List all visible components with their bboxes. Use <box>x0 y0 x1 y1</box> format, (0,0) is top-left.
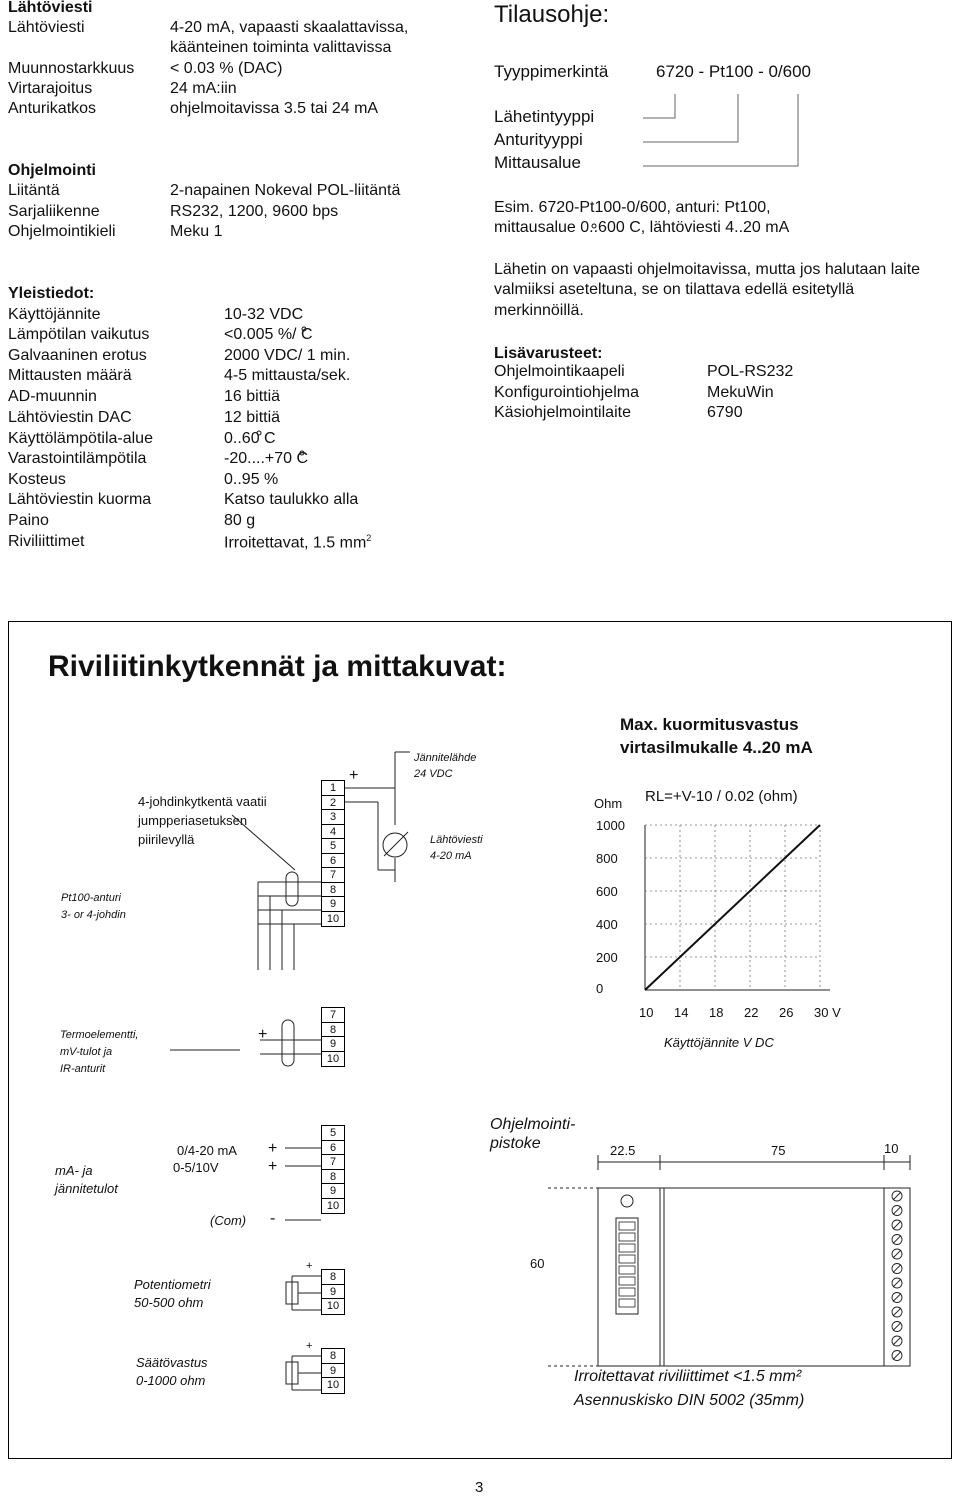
plus-sign: + <box>268 1140 278 1157</box>
terminal: 10 <box>326 1300 340 1312</box>
input-label: 50-500 ohm <box>134 1295 204 1310</box>
spec-value: Meku 1 <box>170 223 223 240</box>
x-axis-label: Käyttöjännite V DC <box>664 1035 774 1050</box>
spec-label: Kosteus <box>8 471 66 488</box>
input-label: IR-anturit <box>60 1063 106 1075</box>
spec-value: 2-napainen Nokeval POL-liitäntä <box>170 182 401 199</box>
spec-value: 24 mA:iin <box>170 80 237 97</box>
terminal: 1 <box>322 781 344 796</box>
spec-label: Muunnostarkkuus <box>8 60 135 77</box>
wiring-note: piirilevyllä <box>138 832 195 847</box>
dimension-note: Asennuskisko DIN 5002 (35mm) <box>574 1392 805 1409</box>
type-code: 6720 - Pt100 - 0/600 <box>656 62 812 81</box>
y-tick-label: 0 <box>596 981 604 996</box>
load-chart-title: virtasilmukalle 4..20 mA <box>620 738 813 757</box>
screw-slot <box>893 1352 901 1360</box>
page-number: 3 <box>475 1479 484 1496</box>
dimension-label: 60 <box>530 1256 545 1271</box>
dimension-label: 75 <box>771 1143 786 1158</box>
terminal: 4 <box>322 825 344 840</box>
screw-slot <box>893 1323 901 1331</box>
terminal: 8 <box>322 1349 344 1364</box>
plus-sign: + <box>349 767 359 784</box>
terminal: 8 <box>322 1023 344 1038</box>
order-field: Mittausalue <box>494 153 581 172</box>
plus-sign: + <box>306 1340 313 1352</box>
terminal: 5 <box>322 839 344 854</box>
terminal: 3 <box>322 810 344 825</box>
terminal: 2 <box>322 796 344 811</box>
range-label: 0-5/10V <box>173 1160 219 1175</box>
output-label: Lähtöviesti <box>430 834 483 846</box>
spec-label: Liitäntä <box>8 182 60 199</box>
screw-slot <box>893 1279 901 1287</box>
terminal: 10 <box>326 912 340 925</box>
terminal: 7 <box>322 1155 344 1170</box>
screw-slot <box>893 1265 901 1273</box>
y-tick-label: 800 <box>596 851 618 866</box>
spec-value: 4-20 mA, vapaasti skaalattavissa, <box>170 19 409 36</box>
sensor-label: 3- or 4-johdin <box>61 909 126 921</box>
spec-value: 16 bittiä <box>224 388 281 405</box>
x-tick-label: 26 <box>779 1005 794 1020</box>
input-label: mA- ja <box>55 1163 93 1178</box>
y-tick-label: 200 <box>596 950 618 965</box>
spec-value: 0..95 % <box>224 471 279 488</box>
x-tick-label: 10 <box>639 1005 654 1020</box>
plus-sign: + <box>258 1026 268 1043</box>
terminal-spec-text: Irroitettavat, 1.5 mm <box>224 534 367 552</box>
spec-label: Anturikatkos <box>8 100 97 117</box>
output-label: 4-20 mA <box>430 850 472 862</box>
dimension-label: 22.5 <box>610 1143 636 1158</box>
order-note-line: merkinnöillä. <box>494 302 584 319</box>
terminal: 9 <box>322 1285 344 1300</box>
spec-label: Lähtöviestin DAC <box>8 409 132 426</box>
wiring-note: jumpperiasetuksen <box>138 813 248 828</box>
order-field: Lähetintyyppi <box>494 107 595 126</box>
output-section-title: Lähtöviesti <box>8 0 93 16</box>
screw-slot <box>893 1236 901 1244</box>
y-tick-label: 600 <box>596 884 618 899</box>
accessories-title: Lisävarusteet: <box>494 345 603 362</box>
screw-slot <box>893 1250 901 1258</box>
wiring-note: 4-johdinkytkentä vaatii <box>138 794 267 809</box>
terminal: 9 <box>322 1364 344 1379</box>
spec-label: Lähtöviestin kuorma <box>8 491 152 508</box>
terminal: 9 <box>322 1037 344 1052</box>
spec-label: Galvaaninen erotus <box>8 347 147 364</box>
input-label: jännitetulot <box>55 1181 118 1196</box>
accessory-value: POL-RS232 <box>707 363 794 380</box>
spec-value: 80 g <box>224 512 256 529</box>
spec-label: Riviliittimet <box>8 533 85 550</box>
prog-connector-label: Ohjelmointi- <box>490 1116 576 1133</box>
spec-value: 12 bittiä <box>224 409 281 426</box>
plus-sign: + <box>268 1158 278 1175</box>
spec-label: Sarjaliikenne <box>8 203 100 220</box>
terminal: 10 <box>326 1379 340 1391</box>
accessory-label: Konfigurointiohjelma <box>494 384 639 401</box>
terminal: 8 <box>322 1270 344 1285</box>
accessory-label: Käsiohjelmointilaite <box>494 404 631 421</box>
x-tick-label: 22 <box>744 1005 759 1020</box>
screw-slot <box>893 1192 901 1200</box>
screw-slot <box>893 1221 901 1229</box>
prog-socket-icon <box>621 1195 633 1207</box>
spec-label: Lähtöviesti <box>8 19 85 36</box>
terminal: 9 <box>322 1184 344 1199</box>
terminal: 6 <box>322 854 344 869</box>
spec-value: 4-5 mittausta/sek. <box>224 367 351 384</box>
spec-value: 2000 VDC/ 1 min. <box>224 347 351 364</box>
spec-label: AD-muunnin <box>8 388 97 405</box>
type-label: Tyyppimerkintä <box>494 62 609 81</box>
x-tick-label: 18 <box>709 1005 724 1020</box>
range-label: 0/4-20 mA <box>177 1143 237 1158</box>
spec-label: Paino <box>8 512 49 529</box>
y-tick-label: 400 <box>596 917 618 932</box>
plus-sign: + <box>306 1260 313 1272</box>
spec-label: Varastointilämpötila <box>8 450 147 467</box>
module-side-view <box>660 1188 884 1366</box>
diagram-title: Riviliitinkytkennät ja mittakuvat: <box>48 650 507 683</box>
spec-value: ohjelmoitavissa 3.5 tai 24 mA <box>170 100 379 117</box>
spec-label: Käyttöjännite <box>8 306 101 323</box>
order-title: Tilausohje: <box>494 1 610 28</box>
accessory-value: 6790 <box>707 404 743 421</box>
terminal: 7 <box>322 1008 344 1023</box>
superscript: 2 <box>366 533 372 543</box>
spec-value: <0.005 %/ C <box>224 326 313 343</box>
y-tick-label: 1000 <box>596 818 625 833</box>
input-label: Termoelementti, <box>60 1029 139 1041</box>
terminal: 10 <box>326 1052 340 1065</box>
general-section-title: Yleistiedot: <box>8 285 95 302</box>
example-line: mittausalue 0..600 C, lähtöviesti 4..20 mA <box>494 219 790 236</box>
minus-sign: - <box>270 1210 276 1227</box>
screw-slot <box>893 1294 901 1302</box>
prog-connector-label: pistoke <box>490 1135 541 1152</box>
terminal: 6 <box>322 1141 344 1156</box>
spec-value: RS232, 1200, 9600 bps <box>170 203 339 220</box>
programming-section-title: Ohjelmointi <box>8 162 96 179</box>
terminal: 8 <box>322 1170 344 1185</box>
spec-value: 0..60 C <box>224 430 276 447</box>
spec-label: Mittausten määrä <box>8 367 132 384</box>
com-label: (Com) <box>210 1213 247 1228</box>
accessory-label: Ohjelmointikaapeli <box>494 363 625 380</box>
supply-label: 24 VDC <box>414 768 453 780</box>
input-label: mV-tulot ja <box>60 1046 113 1058</box>
spec-label: Lämpötilan vaikutus <box>8 326 150 343</box>
spec-value: käänteinen toiminta valittavissa <box>170 39 392 56</box>
order-note-line: valmiiksi aseteltuna, se on tilattava edellä esitetyllä <box>494 281 855 298</box>
spec-label: Virtarajoitus <box>8 80 93 97</box>
dimension-note: Irroitettavat riviliittimet <1.5 mm² <box>574 1368 802 1385</box>
example-line: Esim. 6720-Pt100-0/600, anturi: Pt100, <box>494 199 771 216</box>
screw-slot <box>893 1337 901 1345</box>
order-note-line: Lähetin on vapaasti ohjelmoitavissa, mutta jos halutaan laite <box>494 261 921 278</box>
input-label: Potentiometri <box>134 1277 211 1292</box>
terminal: 8 <box>322 883 344 898</box>
spec-value: Katso taulukko alla <box>224 491 359 508</box>
input-label: Säätövastus <box>136 1355 208 1370</box>
dimension-label: 10 <box>884 1141 899 1156</box>
x-tick-label: 30 V <box>814 1005 841 1020</box>
spec-value: 10-32 VDC <box>224 306 304 323</box>
sensor-label: Pt100-anturi <box>61 892 121 904</box>
supply-label: Jännitelähde <box>414 752 477 764</box>
terminal-strip <box>884 1188 910 1366</box>
input-label: 0-1000 ohm <box>136 1373 206 1388</box>
spec-value: -20....+70 C <box>224 450 309 467</box>
spec-label: Käyttölämpötila-alue <box>8 430 153 447</box>
terminal: 9 <box>322 897 344 912</box>
order-field: Anturityyppi <box>494 130 583 149</box>
load-chart-title: Max. kuormitusvastus <box>620 715 799 734</box>
terminal: 10 <box>326 1199 340 1212</box>
y-axis-unit: Ohm <box>594 796 623 811</box>
x-tick-label: 14 <box>674 1005 689 1020</box>
spec-label: Ohjelmointikieli <box>8 223 116 240</box>
load-formula: RL=+V-10 / 0.02 (ohm) <box>645 788 798 805</box>
spec-value: < 0.03 % (DAC) <box>170 60 283 77</box>
terminal: 7 <box>322 868 344 883</box>
screw-slot <box>893 1207 901 1215</box>
accessory-value: MekuWin <box>707 384 774 401</box>
screw-slot <box>893 1308 901 1316</box>
terminal: 5 <box>322 1126 344 1141</box>
